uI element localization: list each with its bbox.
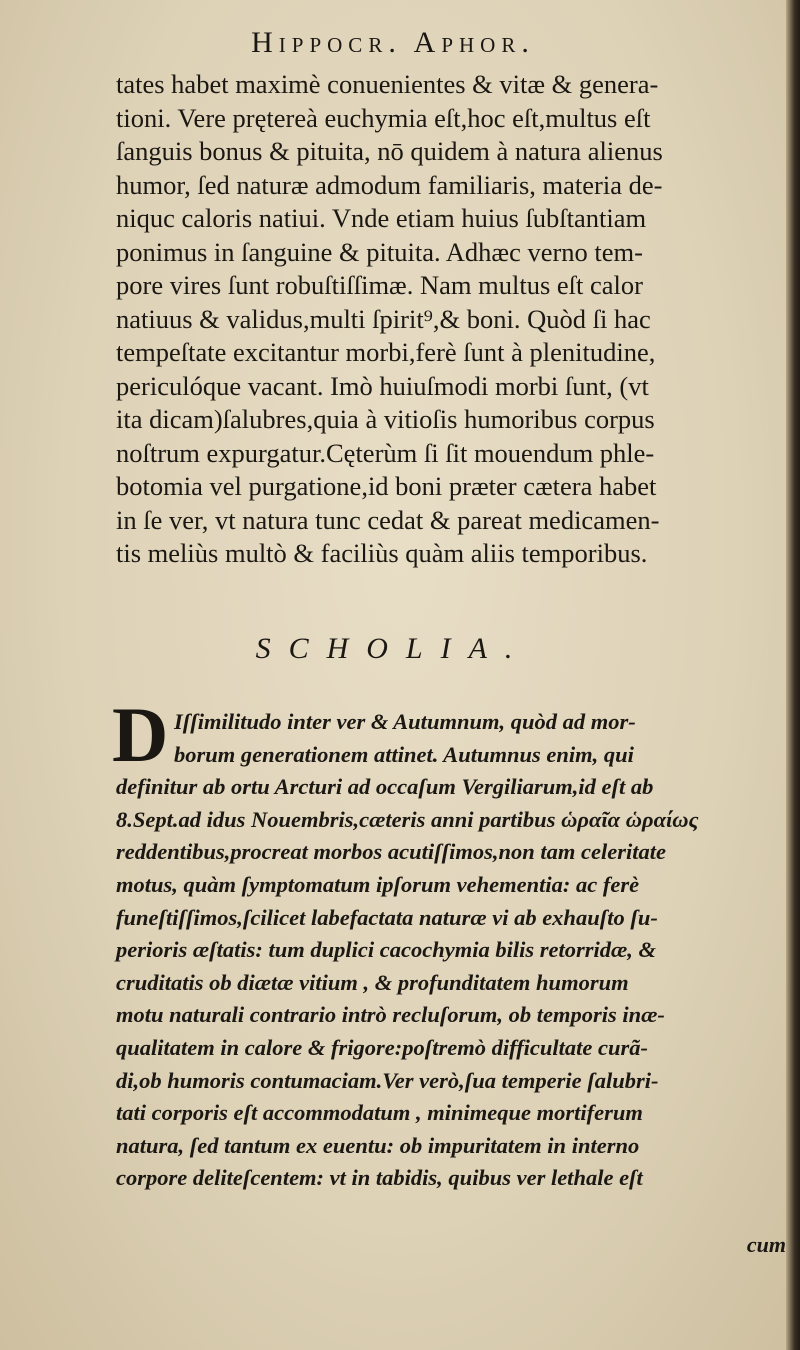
text-line: perioris æſtatis: tum duplici cacochymia bilis retorridæ, & [116, 937, 656, 963]
text-line: definitur ab ortu Arcturi ad occaſum Vergiliarum,id eſt ab [116, 774, 654, 800]
text-line: borum generationem attinet. Autumnus enim, qui [174, 741, 634, 767]
text-line: funeſtiſſimos,ſcilicet labefactata naturæ vi ab exhauſto ſu- [116, 904, 658, 930]
text-line: pore vires ſunt robuſtiſſimæ. Nam multus eſt calor [116, 270, 643, 300]
text-line: tempeſtate excitantur morbi,ferè ſunt à plenitudine, [116, 337, 656, 367]
text-line: motu naturali contrario intrò recluſorum, ob temporis inæ- [116, 1002, 665, 1028]
text-line: ponimus in ſanguine & pituita. Adhæc verno tem- [116, 236, 643, 267]
text-line: humor, ſed naturæ admodum familiaris, materia de- [116, 169, 663, 200]
text-line: periculóque vacant. Imò huiuſmodi morbi ſunt, (vt [116, 370, 649, 401]
text-line: ita dicam)ſalubres,quia à vitioſis humoribus corpus [116, 404, 655, 434]
text-line: natura, ſed tantum ex euentu: ob impuritatem in interno [116, 1132, 640, 1158]
text-line: Iſſimilitudo inter ver & Autumnum, quòd ad mor- [174, 709, 636, 734]
text-line: in ſe ver, vt natura tunc cedat & pareat medicamen- [116, 504, 660, 535]
text-line: niquc caloris natiui. Vnde etiam huius ſubſtantiam [116, 203, 647, 233]
text-line: tates habet maximè conuenientes & vitæ & genera- [116, 69, 659, 99]
text-line: ſanguis bonus & pituita, nō quidem à natura alienus [116, 136, 663, 166]
aphorism-text [116, 68, 788, 571]
text-line: reddentibus,procreat morbos acutiſſimos,non tam celeritate [116, 839, 666, 865]
text-line: qualitatem in calore & frigore:poſtremò difficultate curã- [116, 1034, 649, 1060]
running-header: Hippocr. Aphor. [251, 26, 535, 59]
text-line: di,ob humoris contumaciam.Ver verò,ſua temperie ſalubri- [116, 1067, 659, 1093]
text-line: cruditatis ob diætæ vitium , & profunditatem humorum [116, 969, 629, 995]
text-line: natiuus & validus,multi ſpirit⁹,& boni. Quòd ſi hac [116, 303, 651, 334]
text-line: noſtrum expurgatur.Cęterùm ſi ſit mouendum phle- [116, 437, 655, 468]
text-line: tioni. Vere prętereà euchymia eſt,hoc eſt,multus eſt [116, 102, 651, 133]
text-line: tis meliùs multò & faciliùs quàm aliis temporibus. [116, 538, 648, 568]
text-line: corpore deliteſcentem: vt in tabidis, quibus ver lethale eſt [116, 1165, 643, 1191]
catchword: cum [746, 1232, 786, 1257]
text-line: botomia vel purgatione,id boni præter cætera habet [116, 471, 657, 501]
text-line: motus, quàm ſymptomatum ipſorum vehementia: ac ferè [116, 871, 640, 897]
text-line: 8.Sept.ad idus Nouembris,cæteris anni partibus ὡραῖα ὡραίως [116, 806, 699, 832]
page-edge-shadow [786, 0, 800, 1350]
drop-capital: D [112, 691, 169, 778]
section-heading: SCHOLIA. [255, 632, 531, 665]
text-line: tati corporis eſt accommodatum , minimeque mortiferum [116, 1100, 643, 1126]
scholia-text [116, 706, 788, 1195]
